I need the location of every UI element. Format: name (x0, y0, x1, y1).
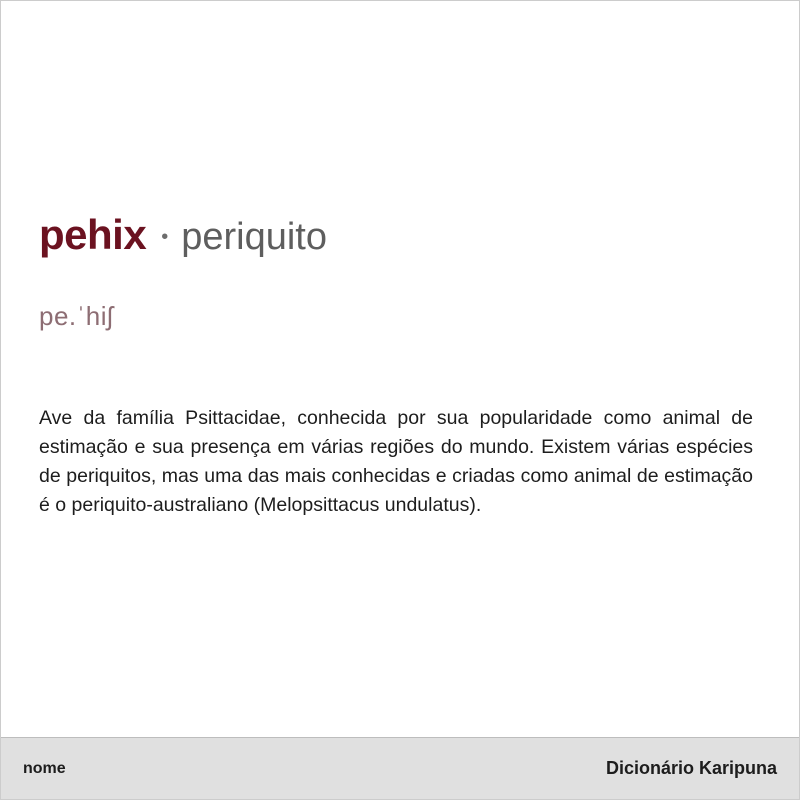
translation: periquito (181, 216, 327, 258)
headword: pehix (39, 211, 147, 258)
definition-text: Ave da família Psittacidae, conhecida por sua popularidade como animal de estimação e sua presença em várias regiões do mundo. Existem várias espécies de periquitos, mas uma das mais conhecidas e criadas como animal de estimação é o periquito-australiano (Melopsittacus undulatus). (39, 407, 753, 516)
pronunciation: pe.ˈhiʃ (39, 301, 114, 331)
separator-bullet-icon: • (161, 226, 169, 248)
entry-footer (1, 737, 799, 799)
headword-line (39, 211, 753, 259)
dictionary-source-label: Dicionário Karipuna (605, 758, 777, 778)
part-of-speech-label: nome (23, 759, 66, 777)
entry-content (1, 1, 799, 737)
